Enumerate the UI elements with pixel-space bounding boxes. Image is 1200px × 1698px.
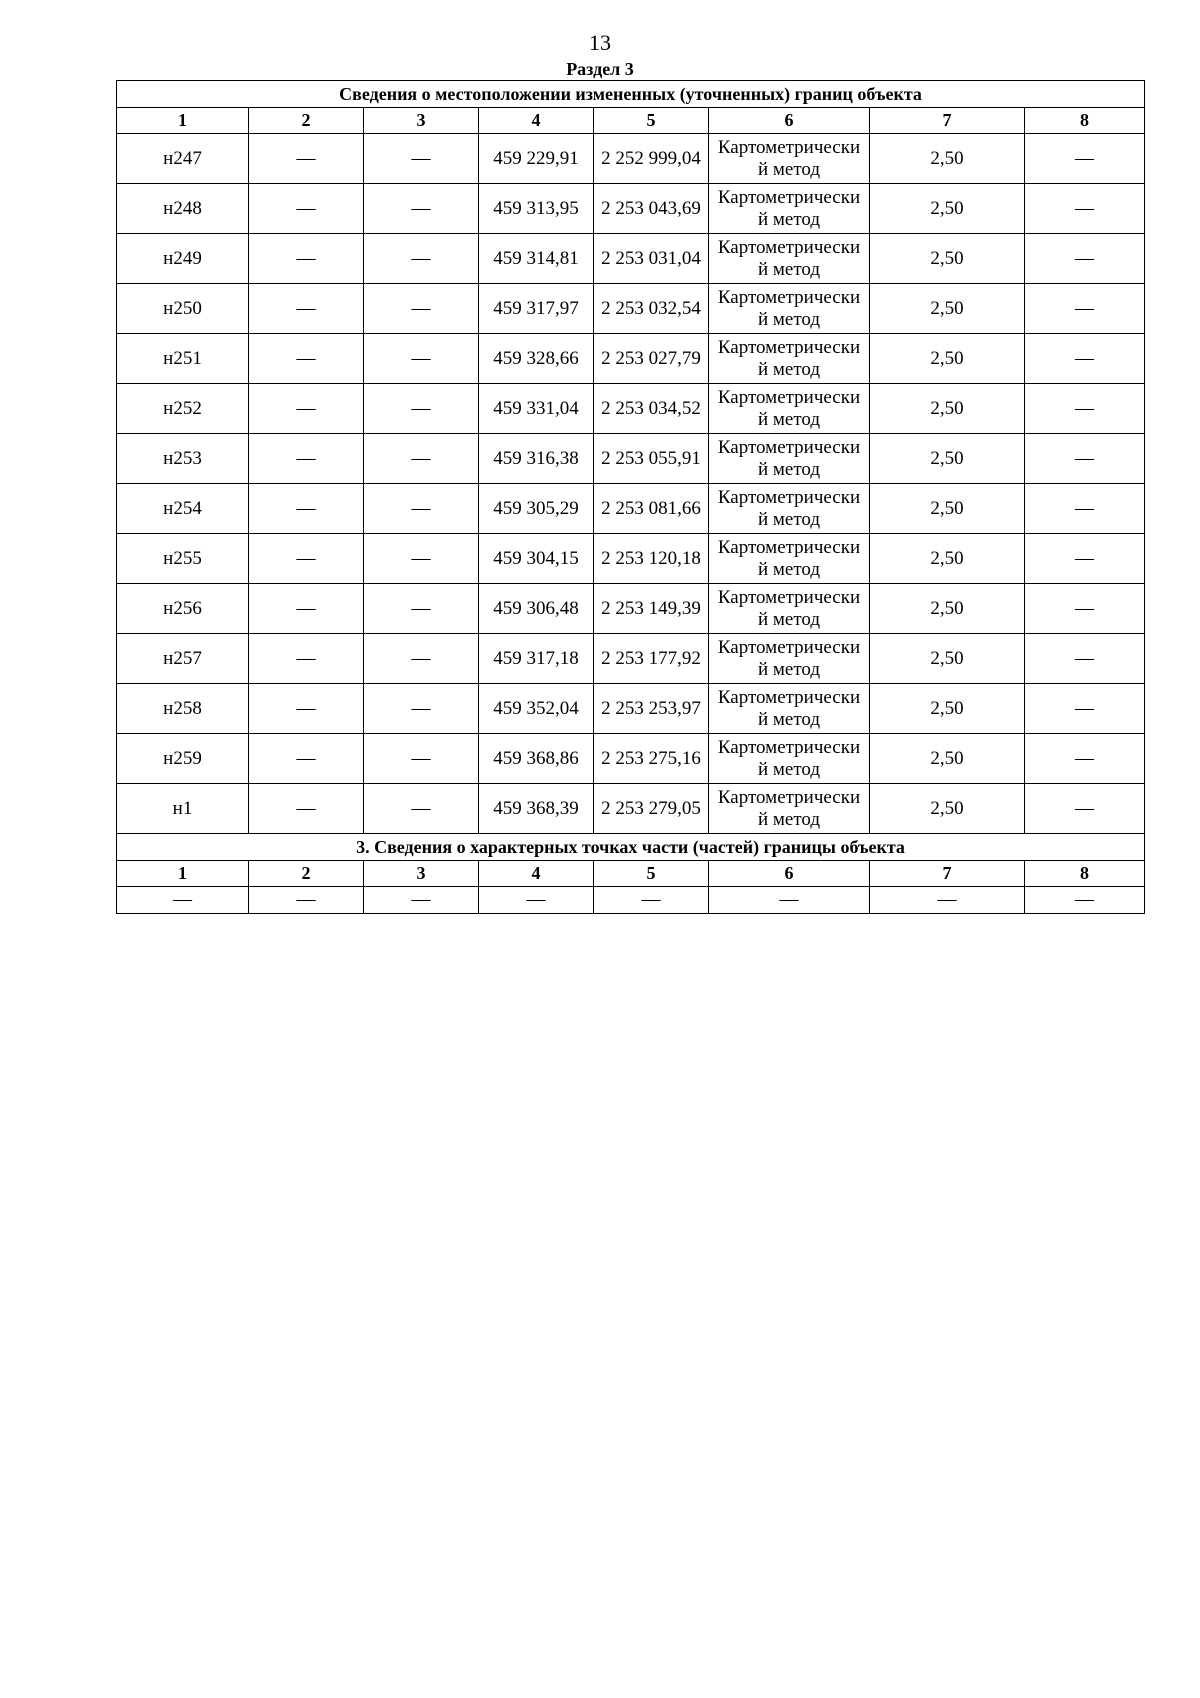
dash-cell: — <box>1025 584 1145 634</box>
dash-cell: — <box>364 434 479 484</box>
method-line-1: Картометрически <box>717 486 861 508</box>
method-line-2: й метод <box>757 808 821 830</box>
dash-cell: — <box>364 484 479 534</box>
method-line-2: й метод <box>757 358 821 380</box>
accuracy-cell: 2,50 <box>870 734 1025 784</box>
method-line-1: Картометрически <box>717 636 861 658</box>
table-row <box>117 384 1145 434</box>
method-cell <box>709 784 870 834</box>
method-line-2: й метод <box>757 208 821 230</box>
coordinate-x-cell: 459 316,38 <box>479 434 594 484</box>
method-line-2: й метод <box>757 508 821 530</box>
accuracy-cell: 2,50 <box>870 784 1025 834</box>
dash-cell: — <box>249 484 364 534</box>
dash-cell: — <box>364 134 479 184</box>
dash-cell: — <box>364 734 479 784</box>
table-caption-changed-boundaries-text: Сведения о местоположении измененных (уточненных) границ объекта <box>117 81 1145 108</box>
coordinate-x-cell: 459 314,81 <box>479 234 594 284</box>
dash-cell: — <box>249 434 364 484</box>
method-cell <box>709 534 870 584</box>
dash-cell: — <box>1025 684 1145 734</box>
column-header: 2 <box>249 108 364 134</box>
dash-cell: — <box>364 784 479 834</box>
point-name-cell: н249 <box>117 234 249 284</box>
table-row <box>117 434 1145 484</box>
method-line-2: й метод <box>757 608 821 630</box>
dash-cell: — <box>1025 484 1145 534</box>
column-header: 1 <box>117 108 249 134</box>
column-header: 8 <box>1025 108 1145 134</box>
dash-cell: — <box>479 887 594 914</box>
dash-cell: — <box>364 684 479 734</box>
method-line-1: Картометрически <box>717 536 861 558</box>
point-name-cell: н258 <box>117 684 249 734</box>
dash-cell: — <box>364 334 479 384</box>
method-cell <box>709 234 870 284</box>
method-cell <box>709 384 870 434</box>
dash-cell: — <box>249 184 364 234</box>
dash-cell: — <box>1025 334 1145 384</box>
coordinate-y-cell: 2 252 999,04 <box>594 134 709 184</box>
accuracy-cell: 2,50 <box>870 634 1025 684</box>
method-cell <box>709 734 870 784</box>
coordinate-x-cell: 459 331,04 <box>479 384 594 434</box>
coordinate-x-cell: 459 328,66 <box>479 334 594 384</box>
method-line-1: Картометрически <box>717 436 861 458</box>
dash-cell: — <box>249 384 364 434</box>
column-header: 5 <box>594 108 709 134</box>
method-line-1: Картометрически <box>717 186 861 208</box>
table-row <box>117 584 1145 634</box>
table-row <box>117 734 1145 784</box>
method-cell <box>709 134 870 184</box>
dash-cell: — <box>249 334 364 384</box>
coordinate-y-cell: 2 253 043,69 <box>594 184 709 234</box>
dash-cell: — <box>364 234 479 284</box>
method-line-2: й метод <box>757 308 821 330</box>
dash-cell: — <box>709 887 870 914</box>
accuracy-cell: 2,50 <box>870 334 1025 384</box>
method-line-1: Картометрически <box>717 736 861 758</box>
coordinate-x-cell: 459 317,97 <box>479 284 594 334</box>
dash-cell: — <box>1025 887 1145 914</box>
dash-cell: — <box>1025 184 1145 234</box>
column-header: 8 <box>1025 861 1145 887</box>
column-header: 4 <box>479 108 594 134</box>
dash-cell: — <box>1025 434 1145 484</box>
method-line-2: й метод <box>757 708 821 730</box>
dash-cell: — <box>364 384 479 434</box>
method-cell <box>709 634 870 684</box>
table-row <box>117 684 1145 734</box>
coordinate-y-cell: 2 253 279,05 <box>594 784 709 834</box>
dash-cell: — <box>870 887 1025 914</box>
column-header: 2 <box>249 861 364 887</box>
coordinate-x-cell: 459 306,48 <box>479 584 594 634</box>
accuracy-cell: 2,50 <box>870 584 1025 634</box>
table-row <box>117 284 1145 334</box>
point-name-cell: н251 <box>117 334 249 384</box>
table-row <box>117 784 1145 834</box>
dash-cell: — <box>117 887 249 914</box>
page-number: 13 <box>589 30 611 55</box>
coordinate-x-cell: 459 313,95 <box>479 184 594 234</box>
table-row <box>117 534 1145 584</box>
accuracy-cell: 2,50 <box>870 484 1025 534</box>
point-name-cell: н259 <box>117 734 249 784</box>
dash-cell: — <box>364 534 479 584</box>
column-header: 6 <box>709 861 870 887</box>
method-line-2: й метод <box>757 758 821 780</box>
point-name-cell: н255 <box>117 534 249 584</box>
point-name-cell: н250 <box>117 284 249 334</box>
accuracy-cell: 2,50 <box>870 234 1025 284</box>
dash-cell: — <box>249 634 364 684</box>
method-line-1: Картометрически <box>717 786 861 808</box>
method-cell <box>709 584 870 634</box>
point-name-cell: н257 <box>117 634 249 684</box>
column-header: 4 <box>479 861 594 887</box>
column-header: 7 <box>870 108 1025 134</box>
method-line-2: й метод <box>757 458 821 480</box>
accuracy-cell: 2,50 <box>870 184 1025 234</box>
method-line-2: й метод <box>757 408 821 430</box>
coordinate-x-cell: 459 317,18 <box>479 634 594 684</box>
coordinate-x-cell: 459 304,15 <box>479 534 594 584</box>
table-row <box>117 484 1145 534</box>
column-header: 1 <box>117 861 249 887</box>
method-line-1: Картометрически <box>717 686 861 708</box>
accuracy-cell: 2,50 <box>870 384 1025 434</box>
method-cell <box>709 484 870 534</box>
column-header: 3 <box>364 108 479 134</box>
point-name-cell: н248 <box>117 184 249 234</box>
dash-cell: — <box>249 784 364 834</box>
table-caption-part-points <box>117 834 1145 861</box>
dash-cell: — <box>249 887 364 914</box>
dash-cell: — <box>249 734 364 784</box>
coordinate-y-cell: 2 253 034,52 <box>594 384 709 434</box>
coordinate-x-cell: 459 352,04 <box>479 684 594 734</box>
accuracy-cell: 2,50 <box>870 134 1025 184</box>
dash-cell: — <box>364 584 479 634</box>
method-line-1: Картометрически <box>717 286 861 308</box>
empty-row <box>117 887 1145 914</box>
table-caption-part-points-text: 3. Сведения о характерных точках части (частей) границы объекта <box>117 834 1145 861</box>
table-row <box>117 334 1145 384</box>
dash-cell: — <box>1025 284 1145 334</box>
coordinate-y-cell: 2 253 275,16 <box>594 734 709 784</box>
table-row <box>117 184 1145 234</box>
header-row <box>117 108 1145 134</box>
column-header: 5 <box>594 861 709 887</box>
column-header: 6 <box>709 108 870 134</box>
coordinate-x-cell: 459 229,91 <box>479 134 594 184</box>
coordinate-y-cell: 2 253 120,18 <box>594 534 709 584</box>
dash-cell: — <box>1025 784 1145 834</box>
table-caption-changed-boundaries <box>117 81 1145 108</box>
dash-cell: — <box>249 584 364 634</box>
dash-cell: — <box>364 184 479 234</box>
dash-cell: — <box>249 284 364 334</box>
dash-cell: — <box>249 684 364 734</box>
point-name-cell: н247 <box>117 134 249 184</box>
method-line-1: Картометрически <box>717 336 861 358</box>
coordinate-y-cell: 2 253 032,54 <box>594 284 709 334</box>
dash-cell: — <box>364 284 479 334</box>
method-line-1: Картометрически <box>717 386 861 408</box>
dash-cell: — <box>364 634 479 684</box>
dash-cell: — <box>594 887 709 914</box>
accuracy-cell: 2,50 <box>870 534 1025 584</box>
method-cell <box>709 184 870 234</box>
dash-cell: — <box>249 234 364 284</box>
method-line-2: й метод <box>757 658 821 680</box>
dash-cell: — <box>249 534 364 584</box>
method-line-2: й метод <box>757 258 821 280</box>
method-line-2: й метод <box>757 558 821 580</box>
table-row <box>117 134 1145 184</box>
dash-cell: — <box>1025 734 1145 784</box>
method-cell <box>709 334 870 384</box>
method-line-1: Картометрически <box>717 136 861 158</box>
method-line-1: Картометрически <box>717 236 861 258</box>
dash-cell: — <box>1025 134 1145 184</box>
coordinate-x-cell: 459 368,86 <box>479 734 594 784</box>
coordinate-y-cell: 2 253 149,39 <box>594 584 709 634</box>
coordinate-y-cell: 2 253 055,91 <box>594 434 709 484</box>
dash-cell: — <box>1025 234 1145 284</box>
point-name-cell: н254 <box>117 484 249 534</box>
dash-cell: — <box>1025 384 1145 434</box>
section-title: Раздел 3 <box>566 59 634 79</box>
coordinate-x-cell: 459 368,39 <box>479 784 594 834</box>
accuracy-cell: 2,50 <box>870 284 1025 334</box>
point-name-cell: н253 <box>117 434 249 484</box>
column-header: 3 <box>364 861 479 887</box>
dash-cell: — <box>1025 534 1145 584</box>
method-cell <box>709 434 870 484</box>
point-name-cell: н256 <box>117 584 249 634</box>
coordinate-y-cell: 2 253 253,97 <box>594 684 709 734</box>
method-line-2: й метод <box>757 158 821 180</box>
boundary-points-table <box>116 80 1145 914</box>
table-row <box>117 634 1145 684</box>
coordinate-x-cell: 459 305,29 <box>479 484 594 534</box>
method-cell <box>709 684 870 734</box>
coordinate-y-cell: 2 253 081,66 <box>594 484 709 534</box>
dash-cell: — <box>364 887 479 914</box>
point-name-cell: н252 <box>117 384 249 434</box>
accuracy-cell: 2,50 <box>870 684 1025 734</box>
dash-cell: — <box>1025 634 1145 684</box>
coordinate-y-cell: 2 253 027,79 <box>594 334 709 384</box>
coordinate-y-cell: 2 253 031,04 <box>594 234 709 284</box>
header-row-2 <box>117 861 1145 887</box>
point-name-cell: н1 <box>117 784 249 834</box>
method-line-1: Картометрически <box>717 586 861 608</box>
method-cell <box>709 284 870 334</box>
accuracy-cell: 2,50 <box>870 434 1025 484</box>
dash-cell: — <box>249 134 364 184</box>
table-row <box>117 234 1145 284</box>
column-header: 7 <box>870 861 1025 887</box>
coordinate-y-cell: 2 253 177,92 <box>594 634 709 684</box>
